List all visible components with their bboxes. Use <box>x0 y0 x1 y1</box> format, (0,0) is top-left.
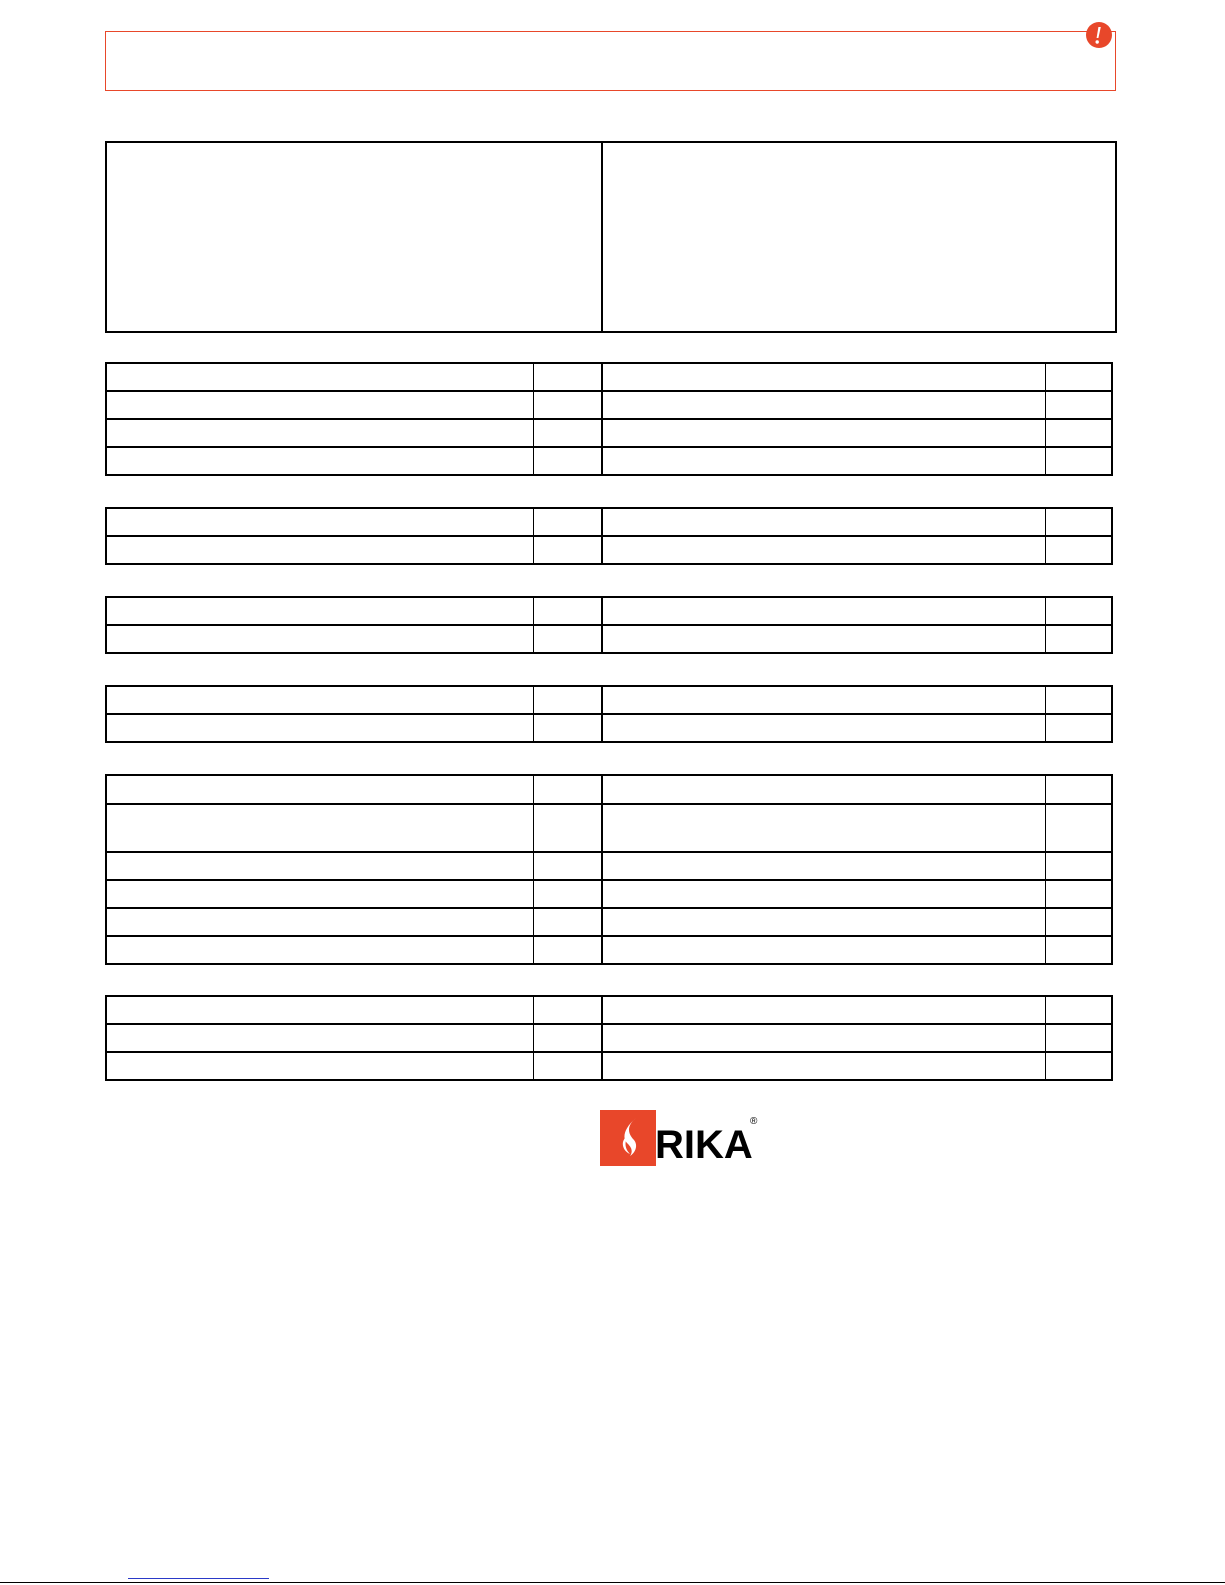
footer-link-underline[interactable] <box>128 1578 269 1579</box>
table-4 <box>105 685 1113 743</box>
exclamation-icon <box>1085 21 1113 49</box>
table-row <box>107 909 1111 937</box>
registered-mark: ® <box>750 1116 758 1127</box>
table-3 <box>105 596 1113 654</box>
info-box-divider <box>601 141 603 333</box>
table-row <box>107 1053 1111 1081</box>
table-row <box>107 598 1111 626</box>
table-row <box>107 997 1111 1025</box>
table-row <box>107 537 1111 565</box>
table-row <box>107 448 1111 476</box>
table-row <box>107 776 1111 805</box>
table-row <box>107 853 1111 881</box>
footer-rule <box>0 1582 1225 1583</box>
info-box <box>105 141 1117 333</box>
table-row <box>107 805 1111 853</box>
table-6 <box>105 995 1113 1081</box>
table-row <box>107 1025 1111 1053</box>
table-row <box>107 687 1111 715</box>
table-row <box>107 509 1111 537</box>
table-1 <box>105 362 1113 476</box>
table-row <box>107 392 1111 420</box>
table-row <box>107 420 1111 448</box>
notice-box <box>105 31 1116 91</box>
table-2 <box>105 507 1113 565</box>
table-row <box>107 364 1111 392</box>
table-row <box>107 881 1111 909</box>
rika-logo <box>600 1110 758 1166</box>
table-row <box>107 626 1111 654</box>
table-row <box>107 715 1111 743</box>
table-5 <box>105 774 1113 965</box>
table-row <box>107 937 1111 965</box>
logo-text: RIKA <box>655 1123 753 1166</box>
